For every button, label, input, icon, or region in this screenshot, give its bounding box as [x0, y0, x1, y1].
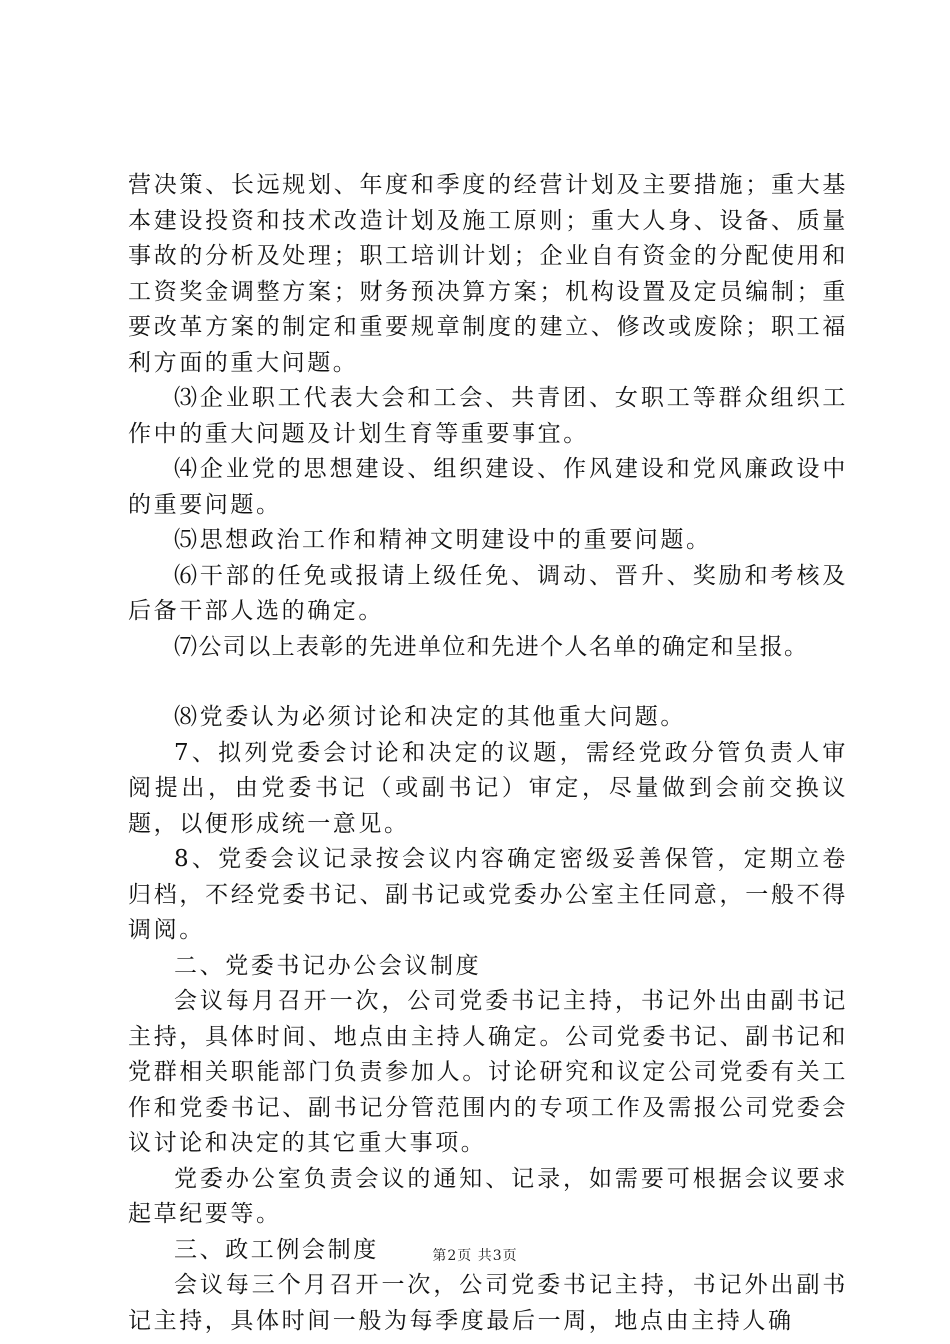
paragraph-item-7: ⑺公司以上表彰的先进单位和先进个人名单的确定和呈报。: [174, 633, 809, 660]
paragraph-political-work-meeting-details: 会议每三个月召开一次，公司党委书记主持，书记外出副书记主持，具体时间一般为每季度最后一周，地点由主持人确: [128, 1272, 848, 1334]
document-body: [128, 168, 848, 1339]
paragraph-rule-8: 8、党委会议记录按会议内容确定密级妥善保管，定期立卷归档，不经党委书记、副书记或党委办公室主任同意，一般不得调阅。: [128, 846, 848, 943]
paragraph-item-8: ⑻党委认为必须讨论和决定的其他重大问题。: [174, 704, 686, 730]
paragraph-item-4: ⑷企业党的思想建设、组织建设、作风建设和党风廉政设中的重要问题。: [128, 456, 848, 518]
paragraph-item-5: ⑸思想政治工作和精神文明建设中的重要问题。: [174, 527, 712, 553]
paragraph-secretary-meeting-records: 党委办公室负责会议的通知、记录，如需要可根据会议要求起草纪要等。: [128, 1165, 848, 1227]
paragraph-decision-scope-continued: 营决策、长远规划、年度和季度的经营计划及主要措施；重大基本建设投资和技术改造计划及施工原则；重大人身、设备、质量事故的分析及处理；职工培训计划；企业自有资金的分配使用和工资奖金调整方案；财务预决算方案；机构设置及定员编制；重要改革方案的制定和重要规章制度的建立、修改或废除；职工福利方面的重大问题。: [128, 172, 848, 376]
section-heading-political-work-meeting: 三、政工例会制度: [174, 1236, 379, 1263]
paragraph-rule-7: 7、拟列党委会讨论和决定的议题，需经党政分管负责人审阅提出，由党委书记（或副书记）审定，尽量做到会前交换议题，以便形成统一意见。: [128, 739, 848, 837]
paragraph-item-3: ⑶企业职工代表大会和工会、共青团、女职工等群众组织工作中的重大问题及计划生育等重要事宜。: [128, 385, 848, 447]
paragraph-item-6: ⑹干部的任免或报请上级任免、调动、晋升、奖励和考核及后备干部人选的确定。: [128, 562, 848, 624]
section-heading-secretary-meeting: 二、党委书记办公会议制度: [174, 952, 482, 979]
paragraph-secretary-meeting-details: 会议每月召开一次，公司党委书记主持，书记外出由副书记主持，具体时间、地点由主持人确定。公司党委书记、副书记和党群相关职能部门负责参加人。讨论研究和议定公司党委有关工作和党委书记、副书记分管范围内的专项工作及需报公司党委会议讨论和决定的其它重大事项。: [128, 988, 848, 1156]
page-number-footer: 第2页 共3页: [432, 1248, 518, 1264]
